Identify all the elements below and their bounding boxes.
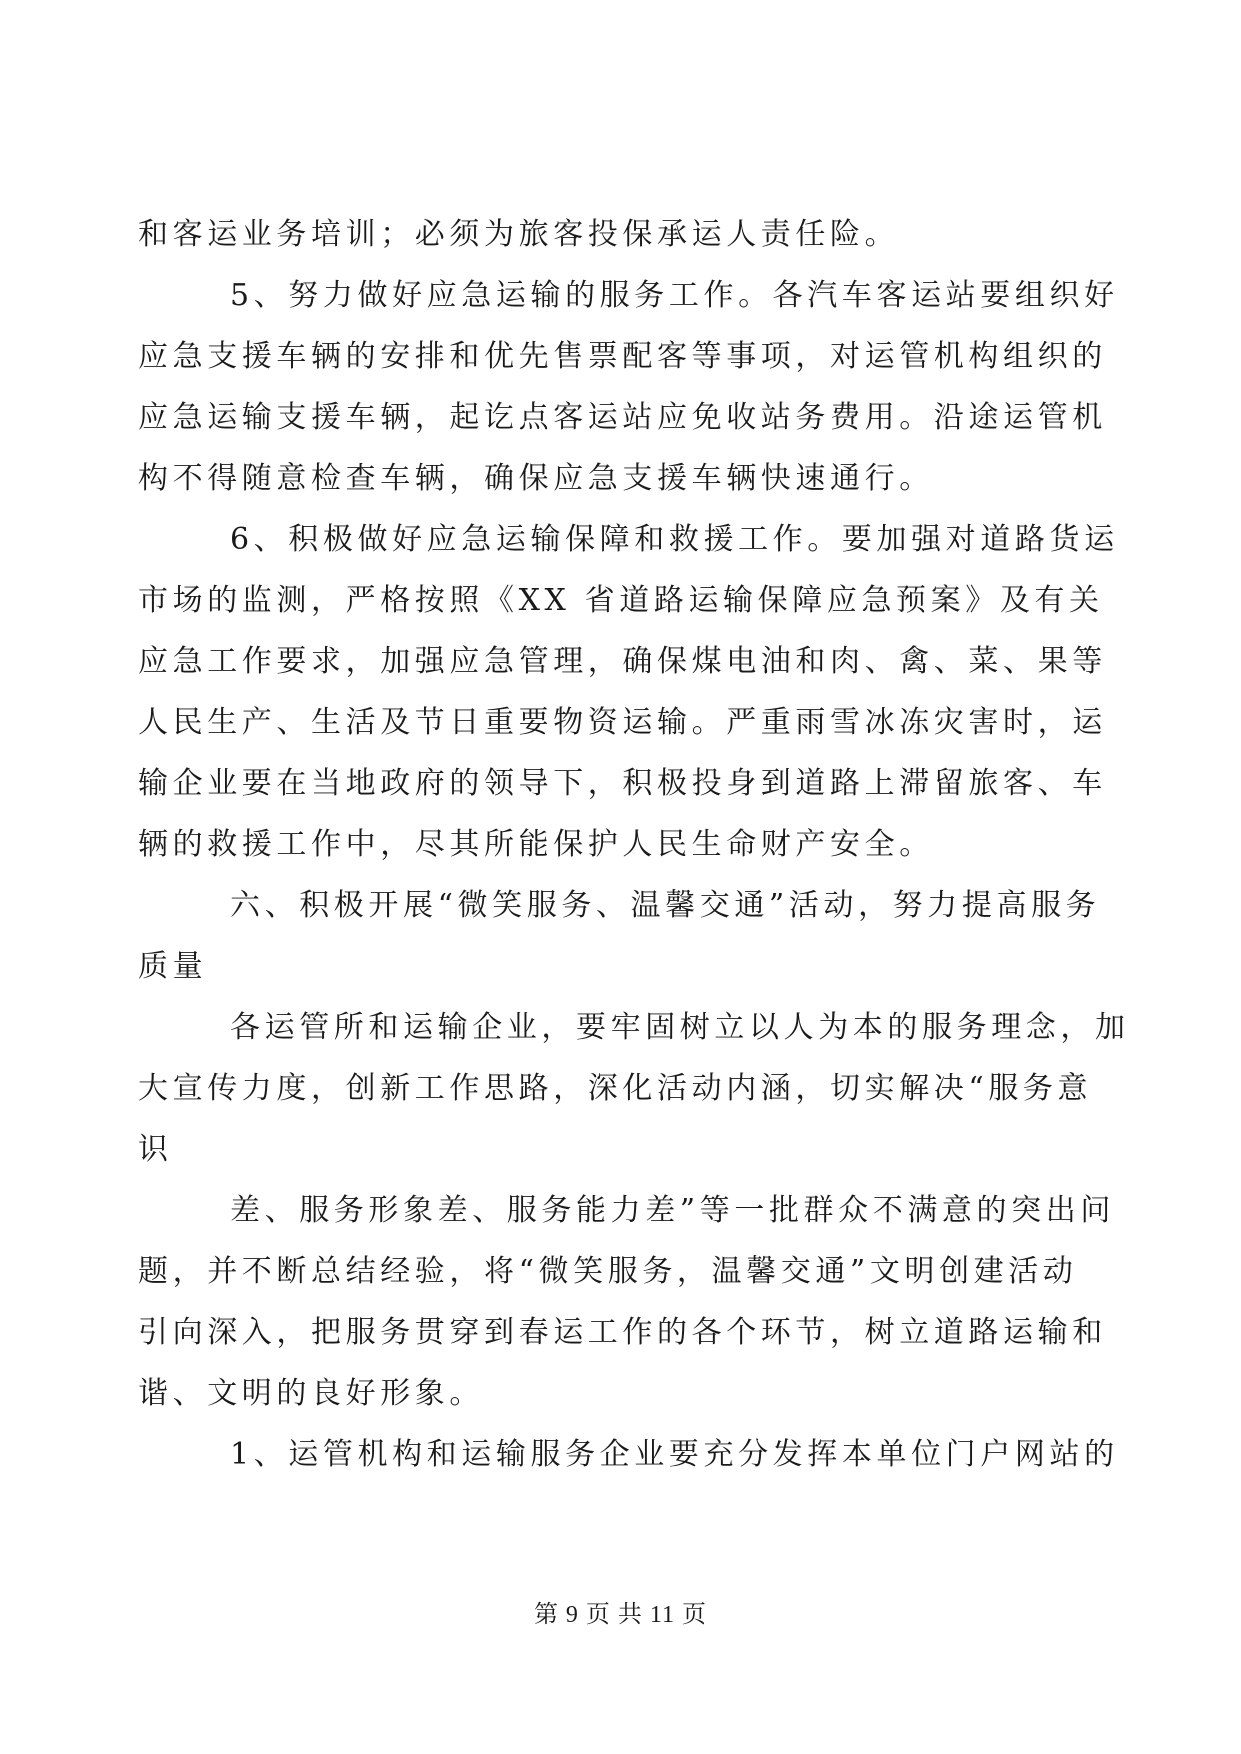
text-line: 5、努力做好应急运输的服务工作。各汽车客运站要组织好: [230, 278, 1119, 313]
text-line: 和客运业务培训；必须为旅客投保承运人责任险。: [138, 217, 900, 252]
text-line: 辆的救援工作中，尽其所能保护人民生命财产安全。: [138, 827, 934, 862]
text-line: 引向深入，把服务贯穿到春运工作的各个环节，树立道路运输和: [138, 1315, 1107, 1350]
page-number-footer: 第 9 页 共 11 页: [533, 1602, 708, 1628]
section-heading-line: 六、积极开展“微笑服务、温馨交通”活动，努力提高服务: [230, 888, 1101, 923]
text-line: 大宣传力度，创新工作思路，深化活动内涵，切实解决“服务意: [138, 1071, 1093, 1106]
text-line: 识: [138, 1132, 173, 1167]
text-line: 输企业要在当地政府的领导下，积极投身到道路上滞留旅客、车: [138, 766, 1107, 801]
text-line: 应急支援车辆的安排和优先售票配客等事项，对运管机构组织的: [138, 339, 1107, 374]
text-line: 应急工作要求，加强应急管理，确保煤电油和肉、禽、菜、果等: [138, 644, 1107, 679]
text-line: 差、服务形象差、服务能力差”等一批群众不满意的突出问: [230, 1193, 1115, 1228]
text-line: 应急运输支援车辆，起讫点客运站应免收站务费用。沿途运管机: [138, 400, 1107, 435]
text-line: 6、积极做好应急运输保障和救援工作。要加强对道路货运: [230, 522, 1119, 557]
text-line: 人民生产、生活及节日重要物资运输。严重雨雪冰冻灾害时，运: [138, 705, 1107, 740]
text-line: 谐、文明的良好形象。: [138, 1376, 484, 1411]
text-line: 1、运管机构和运输服务企业要充分发挥本单位门户网站的: [230, 1437, 1119, 1472]
text-line: 构不得随意检查车辆，确保应急支援车辆快速通行。: [138, 461, 934, 496]
text-line: 题，并不断总结经验，将“微笑服务，温馨交通”文明创建活动: [138, 1254, 1078, 1289]
section-heading-line: 质量: [138, 949, 208, 984]
text-line: 市场的监测，严格按照《XX 省道路运输保障应急预案》及有关: [138, 583, 1104, 618]
text-line: 各运管所和运输企业，要牢固树立以人为本的服务理念，加: [230, 1010, 1130, 1045]
